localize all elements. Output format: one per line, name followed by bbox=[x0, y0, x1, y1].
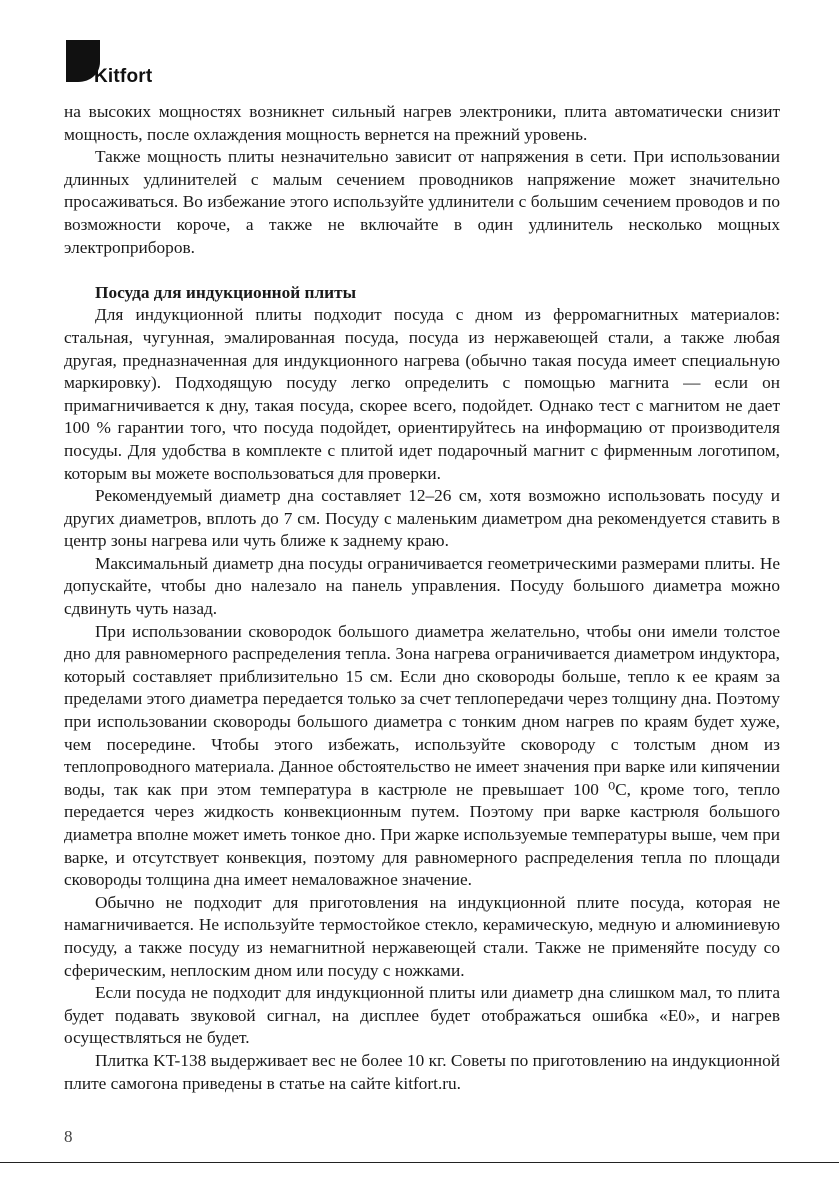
paragraph: на высоких мощностях возникнет сильный нагрев электроники, плита автоматически снизит мощность, после охлаждения мощность вернется на прежний уровень. bbox=[64, 102, 780, 144]
page-number: 8 bbox=[64, 1127, 73, 1146]
paragraph: Максимальный диаметр дна посуды ограничивается геометрическими размерами плиты. Не допускайте, чтобы дно налезало на панель управления. Посуду большого диаметра можно сдвинуть чуть назад. bbox=[64, 553, 780, 619]
paragraph: Обычно не подходит для приготовления на индукционной плите посуда, которая не намагничивается. Не используйте термостойкое стекло, керамическую, медную и алюминиевую посуду, а также посуду из немагнитной нержавеющей стали. Также не применяйте посуду со сферическим, неплоским дном или посуду с ножками. bbox=[64, 892, 780, 980]
page-bottom-divider bbox=[0, 1162, 839, 1163]
paragraph: При использовании сковородок большого диаметра желательно, чтобы они имели толстое дно для равномерного распределения тепла. Зона нагрева ограничивается диаметром индуктора, который составляет приблизительно 15 см. Если дно сковороды больше, тепло к ее краям за пределами этого диаметра передается только за счет теплопередачи через толщину дна. Поэтому при использовании сковороды большого диаметра с тонким дном нагрев по краям будет хуже, чем посередине. Чтобы этого избежать, используйте сковороду с толстым дном из теплопроводного материала. Данное обстоятельство не имеет значения при варке или кипячении воды, так как при этом температура в кастрюле не превышает 100 ⁰С, кроме того, тепло передается через жидкость конвекционным путем. Поэтому при варке кастрюля большого диаметра вполне может иметь тонкое дно. При жарке используемые температуры выше, чем при варке, и отсутствует конвекция, поэтому для равномерного распределения тепла по площади сковороды толщина дна имеет немаловажное значение. bbox=[64, 621, 780, 890]
paragraph: Для индукционной плиты подходит посуда с дном из ферромагнитных материалов: стальная, чугунная, эмалированная посуда, посуда из нержавеющей стали, а также любая другая, предназначенная для индукционного нагрева (обычно такая посуда имеет специальную маркировку). Подходящую посуду легко определить с помощью магнита — если он примагничивается к дну, такая посуда, скорее всего, подойдет. Однако тест с магнитом не дает 100 % гарантии того, что посуда подойдет, ориентируйтесь на информацию от производителя посуды. Для удобства в комплекте с плитой идет подарочный магнит с фирменным логотипом, которым вы можете воспользоваться для проверки. bbox=[64, 305, 780, 483]
brand-name: Kitfort bbox=[94, 66, 153, 87]
paragraph: Плитка KT-138 выдерживает вес не более 10 кг. Советы по приготовлению на индукционной плите самогона приведены в статье на сайте kitfort.ru. bbox=[64, 1050, 780, 1093]
brand-logo bbox=[66, 40, 176, 90]
paragraph: Также мощность плиты незначительно зависит от напряжения в сети. При использовании длинных удлинителей с малым сечением проводников напряжение может значительно просаживаться. Во избежание этого используйте удлинители с большим сечением проводов и по возможности короче, а также не включайте в один удлинитель несколько мощных электроприборов. bbox=[64, 147, 780, 257]
section-heading: Посуда для индукционной плиты bbox=[95, 282, 357, 302]
page-body bbox=[64, 101, 780, 1095]
paragraph: Рекомендуемый диаметр дна составляет 12–26 см, хотя возможно использовать посуду и других диаметров, вплоть до 7 см. Посуду с маленьким диаметром дна рекомендуется ставить в центр зоны нагрева или чуть ближе к заднему краю. bbox=[64, 486, 780, 551]
paragraph: Если посуда не подходит для индукционной плиты или диаметр дна слишком мал, то плита будет подавать звуковой сигнал, на дисплее будет отображаться ошибка «E0», и нагрев осуществляться не будет. bbox=[64, 983, 780, 1048]
